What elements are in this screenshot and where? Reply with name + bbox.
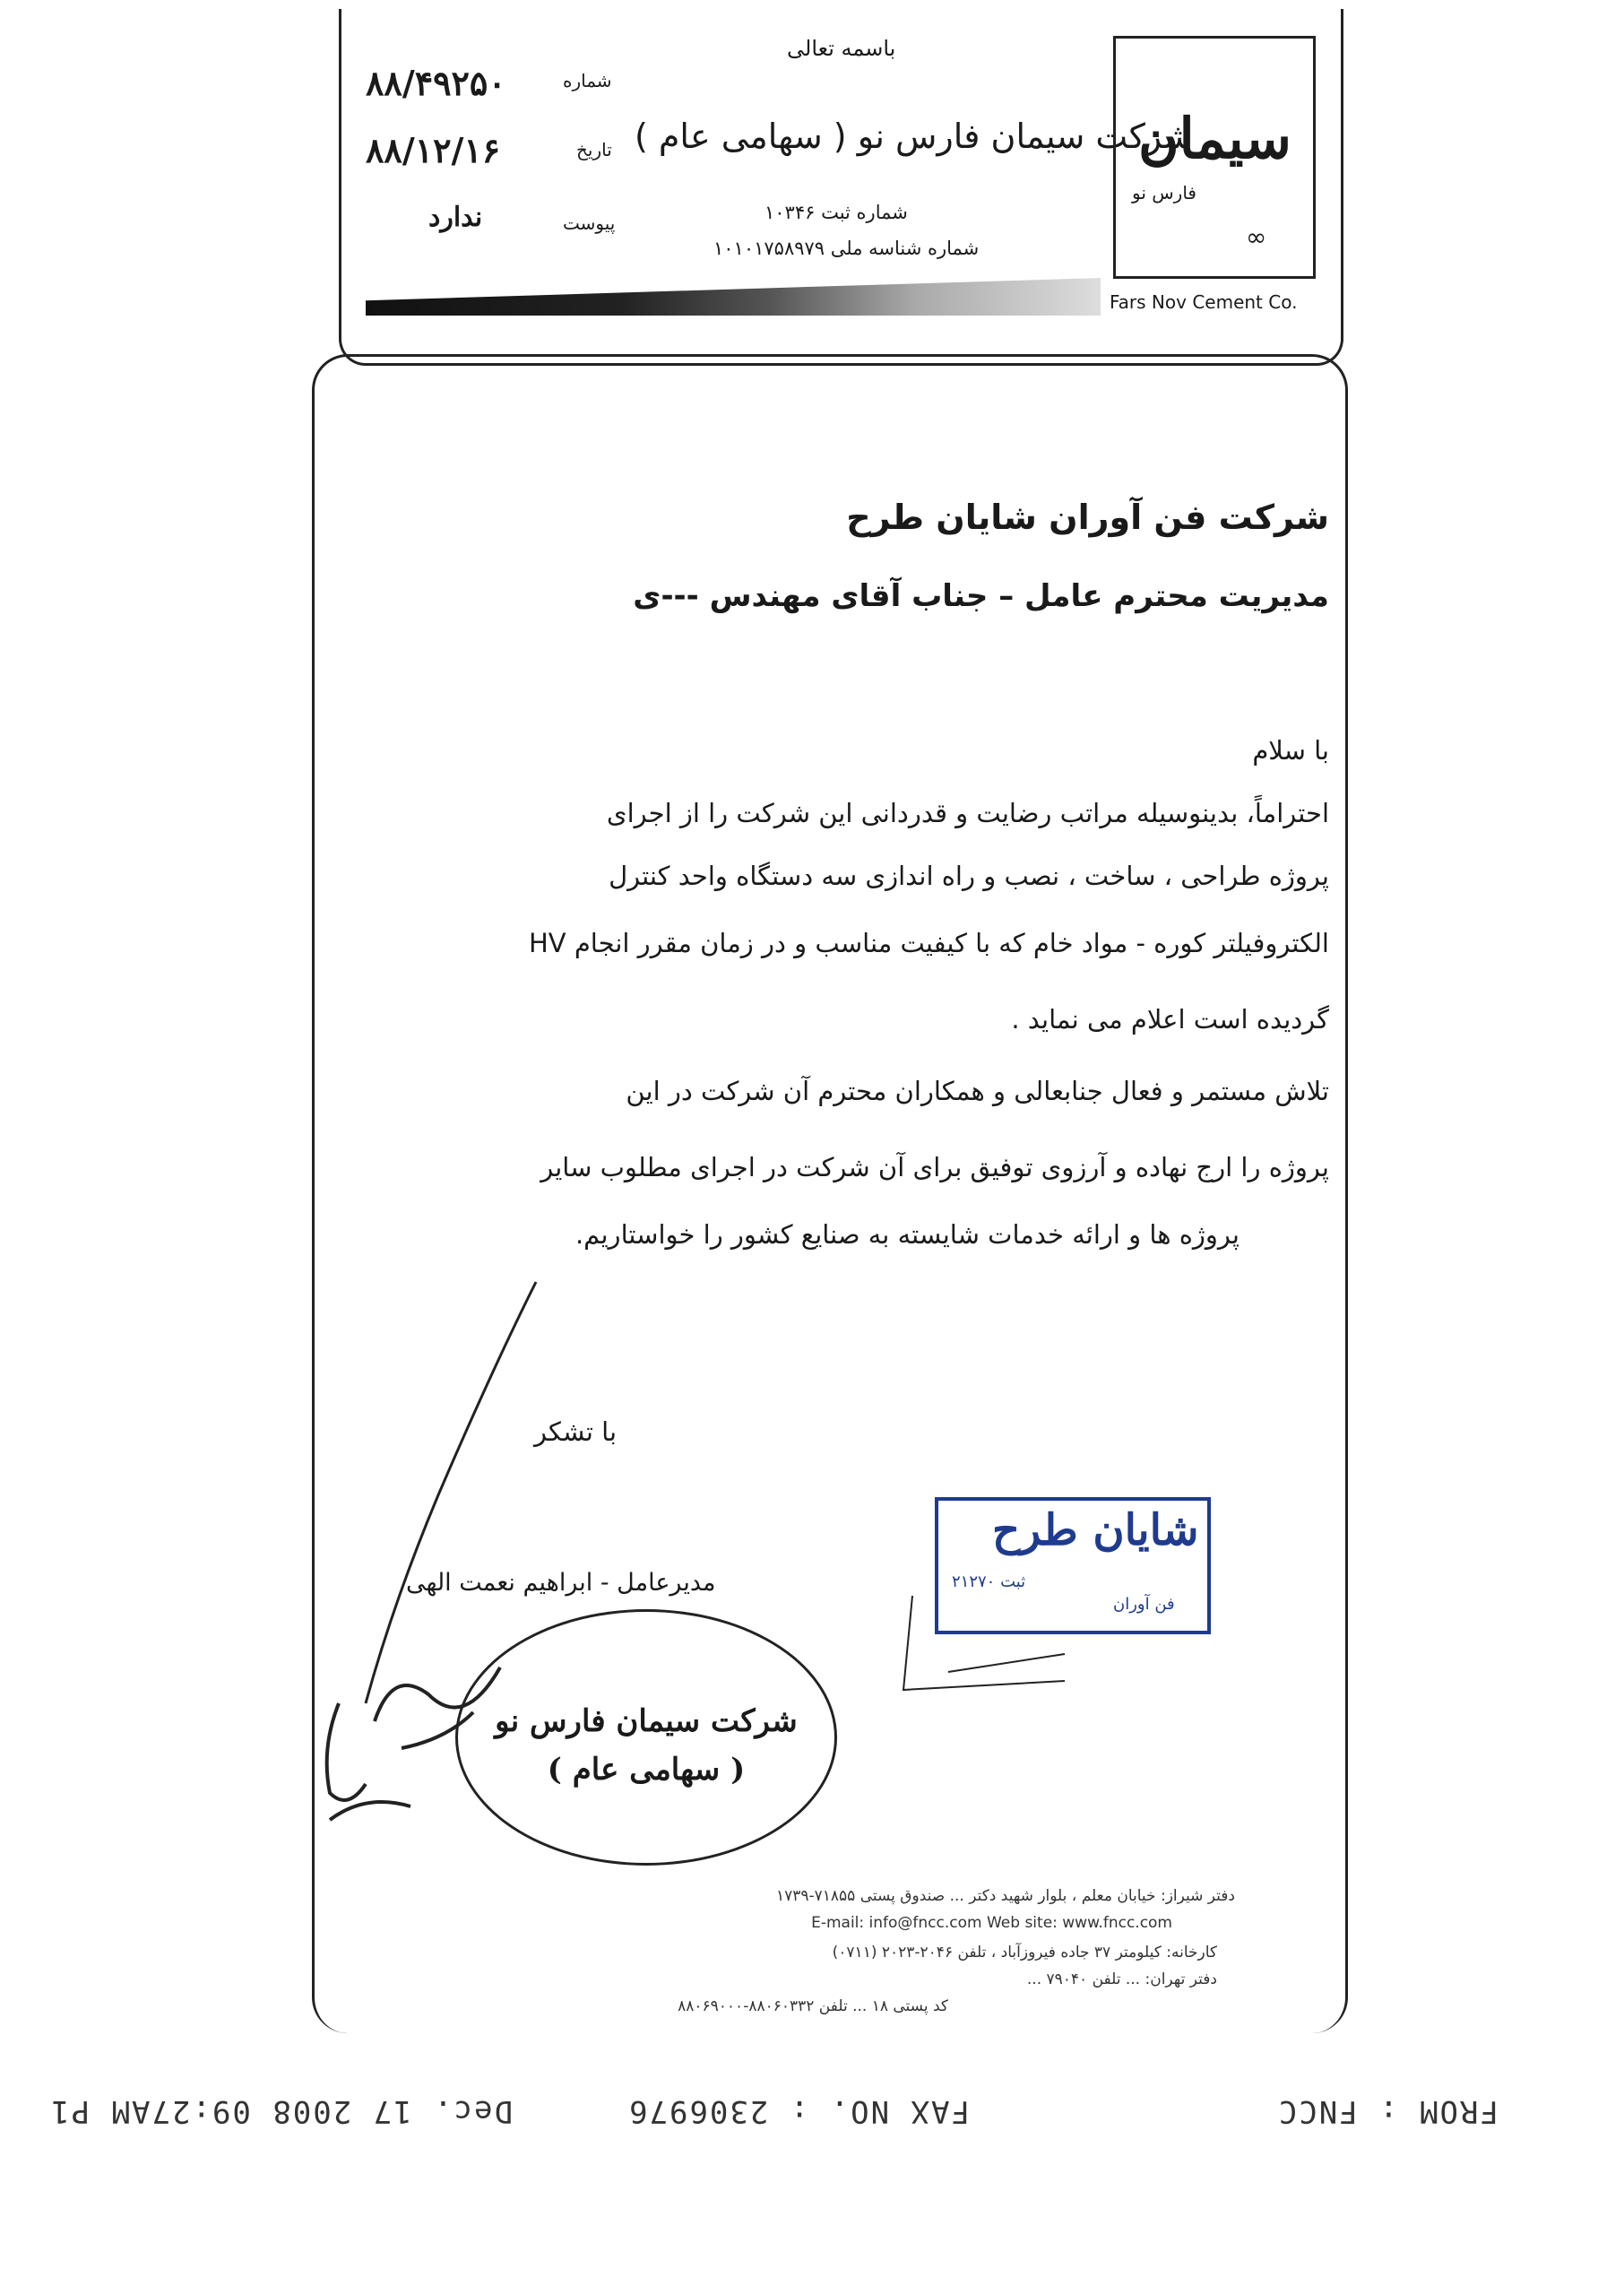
paragraph-line: پروژه طراحی ، ساخت ، نصب و راه اندازی سه دستگاه واحد کنترل <box>609 861 1329 891</box>
letter-attachment: ندارد <box>428 202 483 233</box>
signatory-name: مدیرعامل - ابراهیم نعمت الهی <box>406 1569 716 1597</box>
logo-subtext: فارس نو <box>1132 182 1196 204</box>
letter-attachment-label: پیوست <box>563 212 616 234</box>
fax-header <box>0 2084 1624 2129</box>
company-logo <box>1113 36 1316 279</box>
letter-attachment-field <box>366 202 617 247</box>
letter-number-label: شماره <box>563 70 612 91</box>
closing: با تشکر <box>534 1416 618 1447</box>
registration-number: شماره ثبت ۱۰۳۴۶ <box>764 202 908 223</box>
national-id: شماره شناسه ملی ۱۰۱۰۱۷۵۸۹۷۹ <box>713 238 980 259</box>
fax-number: FAX NO. : 2306976 <box>627 2093 970 2129</box>
fax-from: FROM : FNCC <box>1276 2093 1499 2129</box>
letter-number-field <box>366 63 617 108</box>
footer-line: دفتر شیراز: خیابان معلم ، بلوار شهید دکتر ... صندوق پستی ۷۱۸۵۵-۱۷۳۹ <box>775 1887 1235 1905</box>
paragraph-line: پروژه را ارج نهاده و آرزوی توفیق برای آن شرکت در اجرای مطلوب سایر <box>540 1152 1329 1182</box>
paragraph-line: تلاش مستمر و فعال جنابعالی و همکاران محترم آن شرکت در این <box>626 1076 1329 1106</box>
footer-line: کد پستی ۱۸ ... تلفن ۸۸۰۶۰۳۳۲-۸۸۰۶۹۰۰۰ <box>678 1997 948 2015</box>
recipient-company: شرکت فن آوران شایان طرح <box>846 498 1329 537</box>
logo-infinity-icon: ∞ <box>1246 222 1267 252</box>
letter-sheet <box>312 9 1343 2031</box>
stamp-text: شایان طرح <box>992 1505 1199 1555</box>
fax-date-time: Dec. 17 2008 09:27AM P1 <box>49 2093 513 2129</box>
company-name-english: Fars Nov Cement Co. <box>1110 291 1298 313</box>
seal-text: شرکت سیمان فارس نو ( سهامی عام ) <box>495 1703 798 1788</box>
paragraph-line: HV الکتروفیلتر کوره - مواد خام که با کیفیت مناسب و در زمان مقرر انجام <box>528 928 1329 958</box>
letter-date-label: تاریخ <box>576 139 612 160</box>
letter-number: ۸۸/۴۹۲۵۰ <box>366 63 506 103</box>
greeting: با سلام <box>1252 735 1329 766</box>
paragraph-line: پروژه ها و ارائه خدمات شایسته به صنایع کشور را خواستاریم. <box>574 1219 1240 1250</box>
stamp-text: ثبت ۲۱۲۷۰ <box>952 1572 1026 1591</box>
invocation: باسمه تعالی <box>787 36 896 61</box>
footer-line: دفتر تهران: ... تلفن ۷۹۰۴۰ ... <box>1026 1970 1217 1988</box>
letter-date-field <box>366 130 617 175</box>
handwritten-signature <box>312 1614 563 1829</box>
paragraph-line: احتراماً، بدینوسیله مراتب رضایت و قدردانی این شرکت را از اجرای <box>606 798 1329 828</box>
paragraph-line: گردیده است اعلام می نماید . <box>1011 1004 1329 1035</box>
company-name: شرکت سیمان فارس نو ( سهامی عام ) <box>635 117 1193 156</box>
stamp-signature-stroke <box>885 1587 1083 1712</box>
letter-date: ۸۸/۱۲/۱۶ <box>366 130 501 170</box>
logo-text: سیمان <box>1138 106 1291 171</box>
recipient-addressee: مدیریت محترم عامل – جناب آقای مهندس ---ی <box>633 578 1329 614</box>
footer-line: کارخانه: کیلومتر ۳۷ جاده فیروزآباد ، تلفن ۲۰۴۶-۲۰۲۳ (۰۷۱۱) <box>832 1944 1217 1962</box>
stamp-text: فن آوران <box>1113 1595 1175 1614</box>
footer-line: E-mail: info@fncc.com Web site: www.fncc.com <box>811 1914 1172 1932</box>
